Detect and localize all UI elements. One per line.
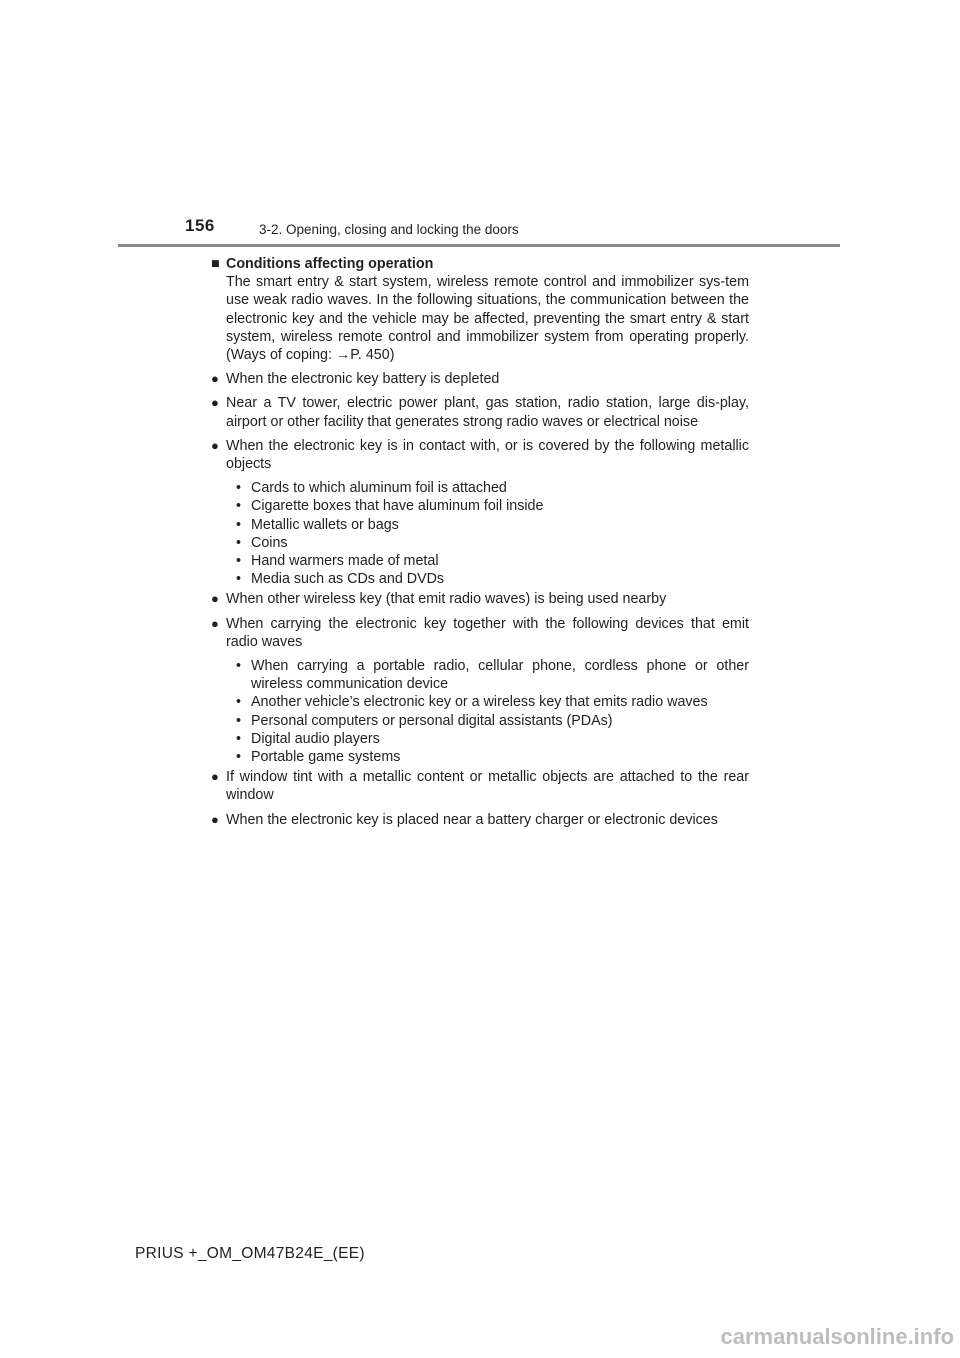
sub-list-item: • Portable game systems: [226, 748, 749, 766]
section-heading: [211, 255, 749, 273]
list-item: ● When carrying the electronic key together with the following devices that emit radio waves: [211, 615, 749, 650]
intro-paragraph: The smart entry & start system, wireless remote control and immobilizer sys-tem use weak radio waves. In the following situations, the communication between the electronic key and the vehicle may be affected, preventing the smart entry & start system, wireless remote control and immobilizer system from operating properly. (Ways of coping: →P. 450): [226, 274, 749, 364]
circle-bullet-icon: ●: [211, 437, 219, 453]
circle-bullet-icon: ●: [211, 395, 219, 411]
list-item: ● When the electronic key battery is depleted: [211, 371, 500, 388]
dot-bullet-icon: •: [236, 480, 242, 497]
sub-list-item: • Cigarette boxes that have aluminum foil inside: [226, 497, 749, 515]
sub-list-item: • Coins: [226, 534, 749, 552]
section-title: 3-2. Opening, closing and locking the doors: [259, 222, 519, 237]
radio-devices-list: [211, 657, 749, 766]
sub-list-item: • Cards to which aluminum foil is attached: [226, 479, 749, 497]
sub-list-item: • Media such as CDs and DVDs: [226, 570, 749, 588]
sub-list-item: • Another vehicle’s electronic key or a wireless key that emits radio waves: [226, 693, 749, 711]
dot-bullet-icon: •: [236, 730, 242, 747]
dot-bullet-icon: •: [236, 712, 242, 729]
circle-bullet-icon: ●: [211, 371, 219, 387]
dot-bullet-icon: •: [236, 749, 242, 766]
square-bullet-icon: ■: [211, 256, 220, 272]
dot-bullet-icon: •: [236, 658, 242, 675]
circle-bullet-icon: ●: [211, 591, 219, 607]
circle-bullet-icon: ●: [211, 769, 219, 785]
list-item: ● When other wireless key (that emit radio waves) is being used nearby: [211, 591, 667, 608]
sub-list-item: • Digital audio players: [226, 730, 749, 748]
footer-doc-code: PRIUS +_OM_OM47B24E_(EE): [135, 1245, 365, 1262]
watermark: carmanualsonline.info: [720, 1324, 954, 1349]
circle-bullet-icon: ●: [211, 615, 219, 631]
dot-bullet-icon: •: [236, 516, 242, 533]
dot-bullet-icon: •: [236, 553, 242, 570]
list-item: ● Near a TV tower, electric power plant, gas station, radio station, large dis-play, airport or other facility that generates strong radio waves or electrical noise: [211, 395, 749, 430]
sub-list-item: • Hand warmers made of metal: [226, 552, 749, 570]
dot-bullet-icon: •: [236, 534, 242, 551]
page-number: 156: [185, 216, 215, 235]
list-item: ● If window tint with a metallic content or metallic objects are attached to the rear window: [211, 769, 749, 804]
dot-bullet-icon: •: [236, 694, 242, 711]
dot-bullet-icon: •: [236, 498, 242, 515]
sub-list-item: • Metallic wallets or bags: [226, 516, 749, 534]
main-content: [211, 255, 749, 829]
list-item: ● When the electronic key is in contact with, or is covered by the following metallic objects: [211, 437, 749, 473]
metallic-objects-list: [211, 479, 749, 588]
list-item: ● When the electronic key is placed near a battery charger or electronic devices: [211, 811, 718, 828]
circle-bullet-icon: ●: [211, 811, 219, 827]
header-divider: [118, 244, 840, 247]
heading-text: Conditions affecting operation: [226, 256, 434, 272]
sub-list-item: • Personal computers or personal digital assistants (PDAs): [226, 712, 749, 730]
dot-bullet-icon: •: [236, 571, 242, 588]
sub-list-item: • When carrying a portable radio, cellular phone, cordless phone or other wireless communication device: [226, 657, 749, 693]
